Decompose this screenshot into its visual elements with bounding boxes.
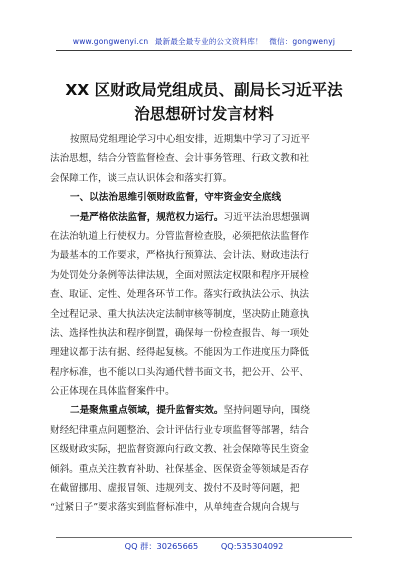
- header-slogan: 最新最全最专业的公文资料库！: [154, 37, 263, 46]
- document-body: [50, 130, 362, 518]
- paragraph-1-line: 为处罚处分条例等法律法规，全面对照法定权限和程序开展检: [50, 269, 310, 281]
- paragraph-2-line: 倾斜。重点关注教育补助、社保基金、医保资金等领域是否存: [50, 463, 310, 475]
- paragraph-1-line: 全过程记录、重大执法决定法制审核等制度，坚决防止随意执: [50, 308, 310, 320]
- section-heading-1: 一、以法治思维引领财政监督，守牢资金安全底线: [70, 192, 282, 204]
- footer-qq-group: QQ 群：30265665: [124, 541, 199, 551]
- paragraph-1-line: 理建议都于法有据、经得起复核。不能因为工作进度压力降低: [50, 347, 310, 359]
- page-header: [40, 36, 368, 47]
- intro-line: 法治思想，结合分管监督检查、会计事务管理、行政文教和社: [50, 153, 310, 165]
- header-site-link[interactable]: www.gongwenyi.cn: [72, 37, 149, 46]
- paragraph-2-line: 在截留挪用、虚报冒领、违规列支、拨付不及时等问题，把: [50, 483, 300, 495]
- paragraph-1-line: 法、选择性执法和程序倒置，确保每一份检查报告、每一项处: [50, 327, 310, 339]
- paragraph-2-line: “过紧日子”要求落实到监督标准中，从单纯查合规向合规与: [50, 502, 300, 514]
- paragraph-1-lead: 一是严格依法监督，规范权力运行。: [70, 211, 224, 223]
- paragraph-1-line: 在法治轨道上行使权力。分管监督检查股，必须把依法监督作: [50, 230, 310, 242]
- header-divider: [56, 50, 352, 51]
- paragraph-2-lead: 二是聚焦重点领域，提升监督实效。: [70, 405, 224, 417]
- paragraph-1-lead-rest: 习近平法治思想强调: [223, 211, 310, 223]
- footer-qq: QQ:535304092: [220, 541, 284, 551]
- paragraph-2-line: 财经纪律重点问题整治、会计评估行业专项监督等部署，结合: [50, 424, 310, 436]
- paragraph-2-first-line: [50, 401, 362, 420]
- paragraph-2-lead-rest: 坚持问题导向，围绕: [223, 405, 310, 417]
- footer-divider: [56, 537, 352, 538]
- paragraph-1-line: 程序标准，也不能以口头沟通代替书面文书，把公开、公平、: [50, 366, 310, 378]
- title-line-2: 治思想研讨发言材料: [134, 105, 274, 123]
- document-title: [40, 78, 368, 126]
- paragraph-2-line: 区级财政实际，把监督资源向行政文教、社会保障等民生资金: [50, 444, 310, 456]
- intro-line: 按照局党组理论学习中心组安排，近期集中学习了习近平: [70, 134, 310, 145]
- intro-line: 会保障工作，谈三点认识体会和落实打算。: [50, 172, 233, 184]
- paragraph-1-line: 为最基本的工作要求，严格执行预算法、会计法、财政违法行: [50, 250, 310, 262]
- title-line-1: XX 区财政局党组成员、副局长习近平法: [65, 81, 343, 99]
- paragraph-1-line: 查、取证、定性、处理各环节工作。落实行政执法公示、执法: [50, 289, 310, 301]
- page-footer: [0, 541, 408, 552]
- paragraph-1-line: 公正体现在具体监督案件中。: [50, 386, 175, 398]
- paragraph-1-first-line: [50, 208, 362, 227]
- header-wechat: 微信：gongwenyj: [269, 37, 336, 46]
